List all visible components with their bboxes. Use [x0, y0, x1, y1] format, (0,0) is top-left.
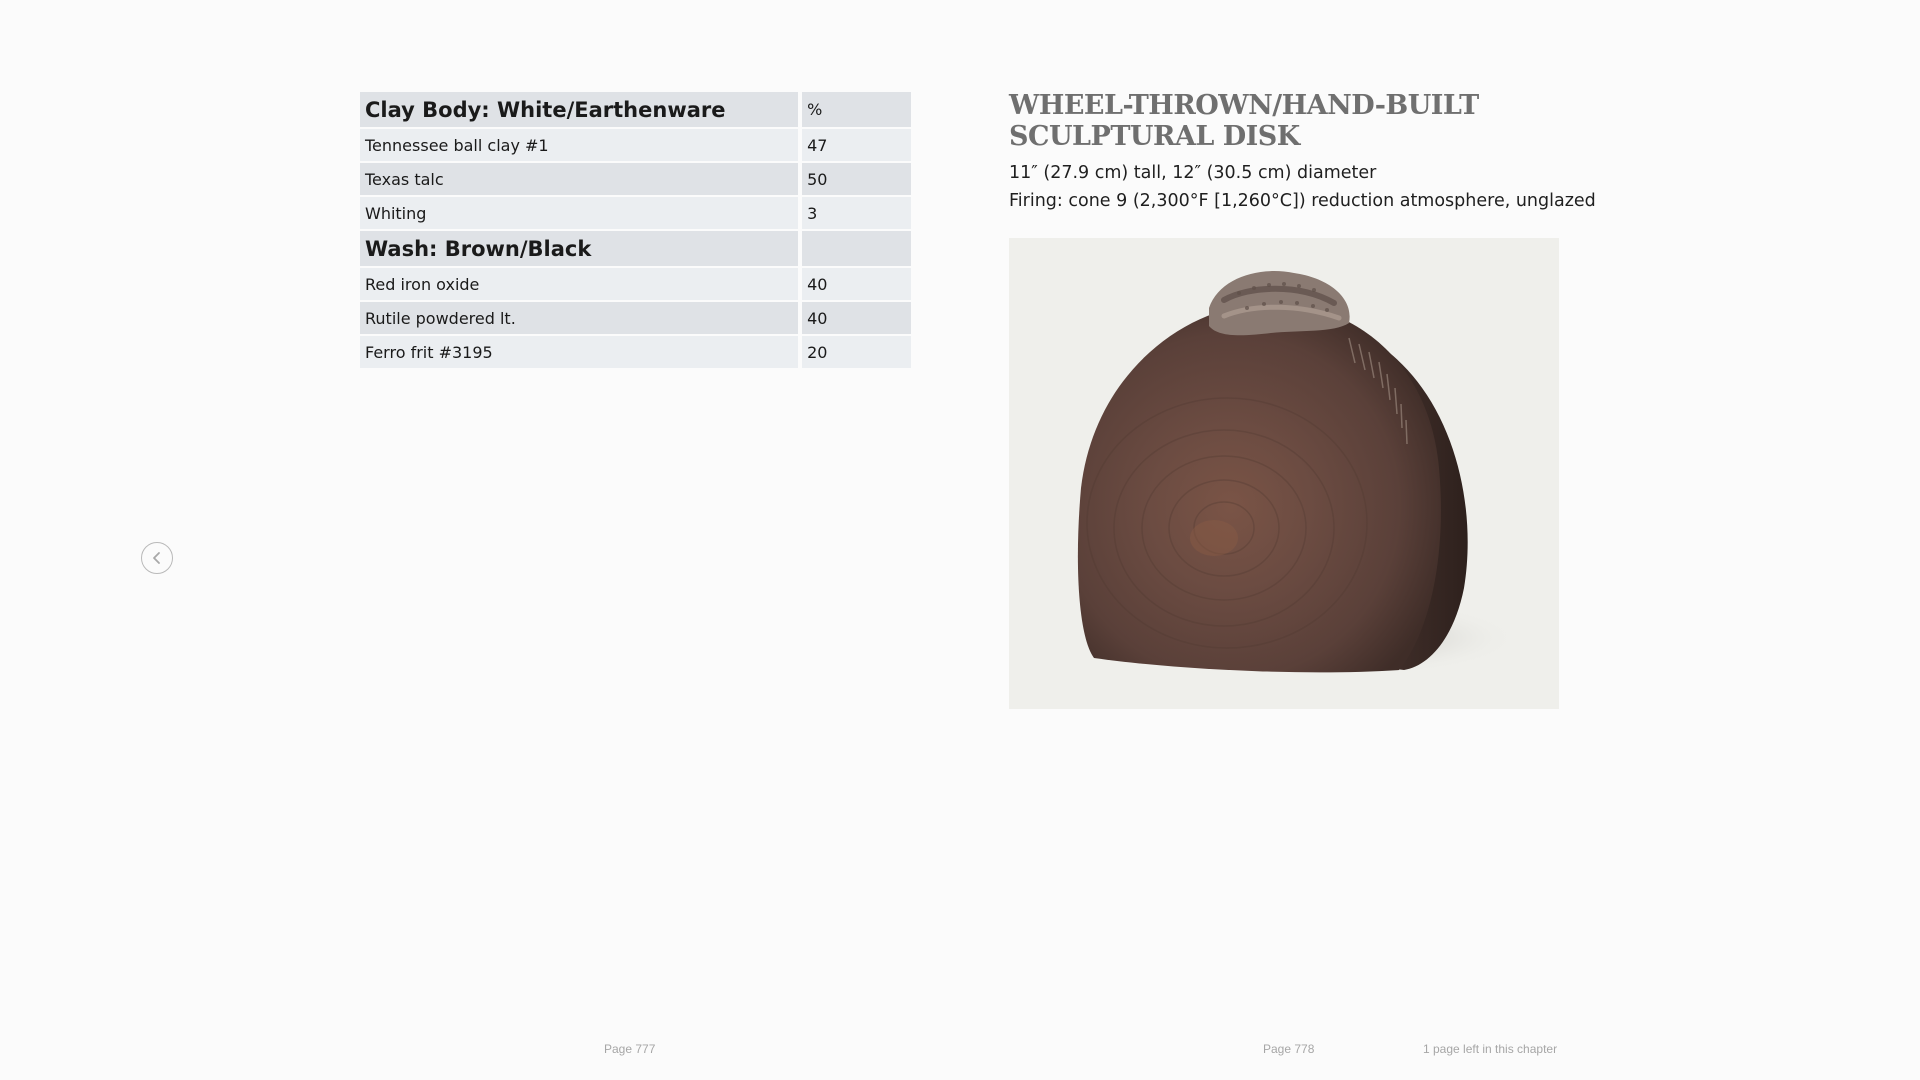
left-page-number: Page 777	[604, 1042, 656, 1056]
ingredient-amount: 20	[802, 336, 911, 368]
piece-title-line: WHEEL-THROWN/HAND-BUILT	[1009, 90, 1479, 121]
ingredient-name: Rutile powdered lt.	[360, 302, 798, 334]
table-row	[360, 197, 911, 229]
recipe-table	[360, 90, 911, 370]
table-row	[360, 129, 911, 161]
piece-title-line: SCULPTURAL DISK	[1009, 121, 1300, 152]
table-row	[360, 302, 911, 334]
table-section-header	[360, 92, 911, 127]
ingredient-amount: 40	[802, 302, 911, 334]
table-row	[360, 163, 911, 195]
chapter-pages-remaining: 1 page left in this chapter	[1423, 1042, 1558, 1056]
ingredient-amount: 3	[802, 197, 911, 229]
section-unit	[802, 231, 911, 266]
ingredient-name: Ferro frit #3195	[360, 336, 798, 368]
right-page-number: Page 778	[1263, 1042, 1315, 1056]
section-heading: Clay Body: White/Earthenware	[360, 92, 798, 127]
table-section-header	[360, 231, 911, 266]
section-heading: Wash: Brown/Black	[360, 231, 798, 266]
piece-dimensions: 11″ (27.9 cm) tall, 12″ (30.5 cm) diameter	[1009, 163, 1377, 183]
chevron-left-icon	[150, 551, 164, 565]
ingredient-name: Tennessee ball clay #1	[360, 129, 798, 161]
piece-title	[1009, 90, 1529, 152]
ingredient-amount: 50	[802, 163, 911, 195]
ingredient-name: Red iron oxide	[360, 268, 798, 300]
table-row	[360, 336, 911, 368]
ingredient-name: Whiting	[360, 197, 798, 229]
table-row	[360, 268, 911, 300]
ingredient-name: Texas talc	[360, 163, 798, 195]
section-unit: %	[802, 92, 911, 127]
piece-photo	[1009, 238, 1559, 709]
ingredient-amount: 40	[802, 268, 911, 300]
piece-firing: Firing: cone 9 (2,300°F [1,260°C]) reduction atmosphere, unglazed	[1009, 191, 1596, 211]
ingredient-amount: 47	[802, 129, 911, 161]
previous-page-button[interactable]	[141, 542, 173, 574]
